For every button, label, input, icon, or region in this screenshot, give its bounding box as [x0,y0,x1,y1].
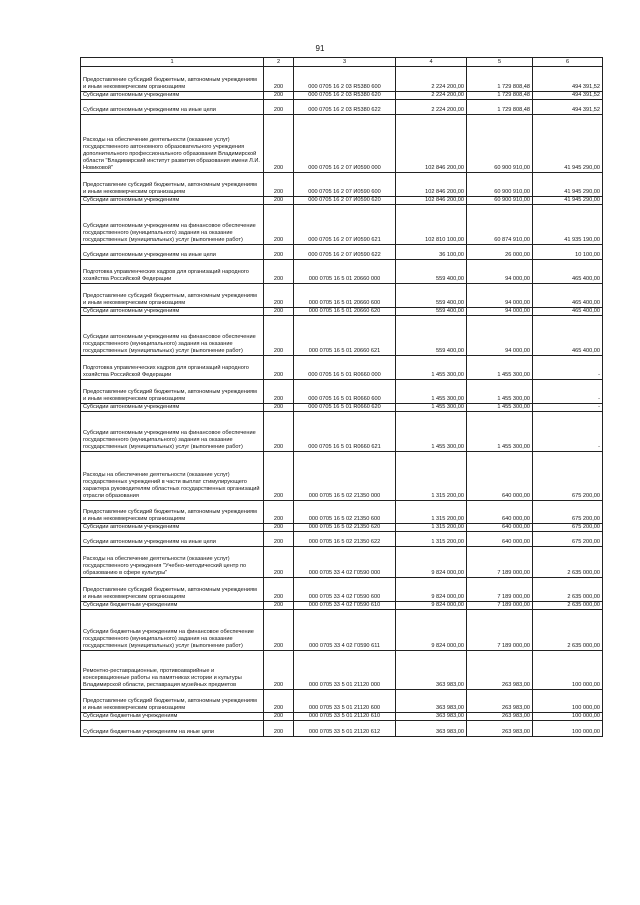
executed-amount: 1 729 808,48 [467,100,533,115]
approved-amount: 2 224 200,00 [396,67,467,92]
approved-amount: 102 846 200,00 [396,115,467,173]
row-name: Ремонтно-реставрационные, противоаварийные и консервационные работы на памятниках истории и культуры Владимирской области, реставрация музейных предметов [81,651,264,690]
approved-amount: 2 224 200,00 [396,100,467,115]
budget-classification-code: 000 0705 16 5 01 R0660 600 [294,380,396,404]
row-name: Субсидии автономным учреждениям [81,92,264,100]
admin-code: 200 [264,651,294,690]
approved-amount: 1 455 300,00 [396,412,467,452]
executed-amount: 1 455 300,00 [467,356,533,380]
approved-amount: 1 315 200,00 [396,532,467,547]
approved-amount: 363 983,00 [396,690,467,713]
budget-classification-code: 000 0705 16 2 03 R5380 600 [294,67,396,92]
table-row [81,651,603,690]
budget-classification-code: 000 0705 16 5 02 21350 000 [294,452,396,501]
admin-code: 200 [264,412,294,452]
admin-code: 200 [264,115,294,173]
remaining-amount: 2 635 000,00 [533,610,603,651]
row-name: Предоставление субсидий бюджетным, автономным учреждениям и иным некоммерческим организациям [81,690,264,713]
remaining-amount: 100 000,00 [533,690,603,713]
executed-amount: 640 000,00 [467,524,533,532]
table-row [81,602,603,610]
table-row [81,547,603,578]
budget-classification-code: 000 0705 16 5 02 21350 620 [294,524,396,532]
remaining-amount: 465 400,00 [533,260,603,284]
budget-classification-code: 000 0705 33 5 01 21120 000 [294,651,396,690]
budget-classification-code: 000 0705 33 4 02 Г0590 610 [294,602,396,610]
admin-code: 200 [264,205,294,245]
table-row [81,245,603,260]
admin-code: 200 [264,173,294,197]
row-name: Расходы на обеспечение деятельности (оказание услуг) государственного учреждения "Учебно-методический центр по образованию в сфере культуры" [81,547,264,578]
budget-classification-code: 000 0705 16 5 01 20660 000 [294,260,396,284]
table-row [81,380,603,404]
remaining-amount: 41 945 290,00 [533,197,603,205]
executed-amount: 7 189 000,00 [467,610,533,651]
remaining-amount: - [533,356,603,380]
approved-amount: 559 400,00 [396,284,467,308]
remaining-amount: 675 200,00 [533,452,603,501]
budget-classification-code: 000 0705 16 2 07 И0590 000 [294,115,396,173]
remaining-amount: 675 200,00 [533,524,603,532]
executed-amount: 94 000,00 [467,308,533,316]
executed-amount: 1 729 808,48 [467,67,533,92]
row-name: Субсидии автономным учреждениям на финансовое обеспечение государственного (муниципального) задания на оказание государственных (муниципальных) услуг (выполнение работ) [81,205,264,245]
column-number: 1 [81,58,264,67]
row-name: Субсидии автономным учреждениям на финансовое обеспечение государственного (муниципального) задания на оказание государственных (муниципальных) услуг (выполнение работ) [81,316,264,356]
budget-classification-code: 000 0705 16 5 01 R0660 621 [294,412,396,452]
remaining-amount: 41 945 290,00 [533,115,603,173]
remaining-amount: - [533,412,603,452]
table-row [81,284,603,308]
remaining-amount: 2 635 000,00 [533,602,603,610]
budget-classification-code: 000 0705 16 2 03 R5380 620 [294,92,396,100]
executed-amount: 1 455 300,00 [467,404,533,412]
row-name: Предоставление субсидий бюджетным, автономным учреждениям и иным некоммерческим организациям [81,173,264,197]
admin-code: 200 [264,380,294,404]
table-row [81,524,603,532]
row-name: Предоставление субсидий бюджетным, автономным учреждениям и иным некоммерческим организациям [81,380,264,404]
remaining-amount: 465 400,00 [533,316,603,356]
approved-amount: 102 846 200,00 [396,173,467,197]
column-number-row [81,58,603,67]
row-name: Предоставление субсидий бюджетным, автономным учреждениям и иным некоммерческим организациям [81,501,264,524]
column-number: 3 [294,58,396,67]
approved-amount: 9 824 000,00 [396,602,467,610]
executed-amount: 60 900 910,00 [467,115,533,173]
budget-classification-code: 000 0705 16 5 01 20660 620 [294,308,396,316]
budget-classification-code: 000 0705 33 5 01 21120 610 [294,713,396,721]
executed-amount: 1 455 300,00 [467,412,533,452]
remaining-amount: 10 100,00 [533,245,603,260]
admin-code: 200 [264,452,294,501]
approved-amount: 363 983,00 [396,651,467,690]
remaining-amount: 494 391,52 [533,100,603,115]
table-row [81,316,603,356]
admin-code: 200 [264,501,294,524]
row-name: Расходы на обеспечение деятельности (оказание услуг) государственного автономного образовательного учреждения дополнительного профессионального образования Владимирской области "Владимирский институт развития образования имени Л.И. Новиковой" [81,115,264,173]
row-name: Расходы на обеспечение деятельности (оказание услуг) государственных учреждений в части выплат стимулирующего характера руководителям областных государственных организаций отрасли образования [81,452,264,501]
budget-classification-code: 000 0705 33 5 01 21120 612 [294,721,396,737]
remaining-amount: - [533,380,603,404]
budget-classification-code: 000 0705 33 4 02 Г0590 000 [294,547,396,578]
table-row [81,713,603,721]
approved-amount: 363 983,00 [396,721,467,737]
table-row [81,578,603,602]
remaining-amount: 100 000,00 [533,721,603,737]
row-name: Субсидии автономным учреждениям на финансовое обеспечение государственного (муниципального) задания на оказание государственных (муниципальных) услуг (выполнение работ) [81,412,264,452]
approved-amount: 1 455 300,00 [396,404,467,412]
executed-amount: 60 900 910,00 [467,173,533,197]
budget-classification-code: 000 0705 16 5 01 20660 600 [294,284,396,308]
budget-classification-code: 000 0705 16 5 02 21350 600 [294,501,396,524]
row-name: Субсидии автономным учреждениям на иные цели [81,245,264,260]
row-name: Субсидии автономным учреждениям [81,197,264,205]
approved-amount: 363 983,00 [396,713,467,721]
budget-classification-code: 000 0705 16 2 07 И0590 621 [294,205,396,245]
executed-amount: 640 000,00 [467,532,533,547]
row-name: Подготовка управленческих кадров для организаций народного хозяйства Российской Федерации [81,260,264,284]
approved-amount: 2 224 200,00 [396,92,467,100]
table-row [81,412,603,452]
approved-amount: 1 315 200,00 [396,501,467,524]
admin-code: 200 [264,245,294,260]
admin-code: 200 [264,602,294,610]
budget-classification-code: 000 0705 16 5 01 R0660 000 [294,356,396,380]
row-name: Субсидии автономным учреждениям [81,524,264,532]
executed-amount: 263 983,00 [467,690,533,713]
executed-amount: 7 189 000,00 [467,602,533,610]
remaining-amount: 465 400,00 [533,284,603,308]
executed-amount: 263 983,00 [467,651,533,690]
admin-code: 200 [264,404,294,412]
executed-amount: 7 189 000,00 [467,578,533,602]
table-row [81,173,603,197]
approved-amount: 1 315 200,00 [396,452,467,501]
approved-amount: 1 455 300,00 [396,356,467,380]
admin-code: 200 [264,92,294,100]
row-name: Субсидии автономным учреждениям на иные цели [81,532,264,547]
executed-amount: 94 000,00 [467,316,533,356]
row-name: Субсидии автономным учреждениям на иные цели [81,100,264,115]
table-row [81,100,603,115]
table-row [81,610,603,651]
row-name: Предоставление субсидий бюджетным, автономным учреждениям и иным некоммерческим организациям [81,284,264,308]
remaining-amount: 100 000,00 [533,651,603,690]
column-number: 4 [396,58,467,67]
approved-amount: 1 315 200,00 [396,524,467,532]
approved-amount: 559 400,00 [396,316,467,356]
row-name: Субсидии бюджетным учреждениям [81,713,264,721]
budget-classification-code: 000 0705 33 5 01 21120 600 [294,690,396,713]
column-number: 2 [264,58,294,67]
remaining-amount: 465 400,00 [533,308,603,316]
table-row [81,356,603,380]
budget-classification-code: 000 0705 33 4 02 Г0590 611 [294,610,396,651]
row-name: Субсидии автономным учреждениям [81,308,264,316]
admin-code: 200 [264,100,294,115]
remaining-amount: 41 935 190,00 [533,205,603,245]
column-number: 5 [467,58,533,67]
executed-amount: 7 189 000,00 [467,547,533,578]
admin-code: 200 [264,690,294,713]
executed-amount: 26 000,00 [467,245,533,260]
admin-code: 200 [264,713,294,721]
approved-amount: 9 824 000,00 [396,547,467,578]
row-name: Предоставление субсидий бюджетным, автономным учреждениям и иным некоммерческим организациям [81,67,264,92]
table-row [81,721,603,737]
remaining-amount: 675 200,00 [533,501,603,524]
remaining-amount: 2 635 000,00 [533,547,603,578]
table-row [81,690,603,713]
table-row [81,532,603,547]
budget-classification-code: 000 0705 33 4 02 Г0590 600 [294,578,396,602]
executed-amount: 94 000,00 [467,284,533,308]
budget-classification-code: 000 0705 16 2 07 И0590 600 [294,173,396,197]
table-row [81,260,603,284]
admin-code: 200 [264,356,294,380]
remaining-amount: 494 391,52 [533,67,603,92]
admin-code: 200 [264,721,294,737]
budget-classification-code: 000 0705 16 5 01 20660 621 [294,316,396,356]
admin-code: 200 [264,67,294,92]
remaining-amount: 675 200,00 [533,532,603,547]
table-row [81,92,603,100]
row-name: Субсидии бюджетным учреждениям [81,602,264,610]
approved-amount: 36 100,00 [396,245,467,260]
admin-code: 200 [264,316,294,356]
budget-table [80,57,603,737]
approved-amount: 1 455 300,00 [396,380,467,404]
executed-amount: 640 000,00 [467,501,533,524]
remaining-amount: - [533,404,603,412]
row-name: Субсидии автономным учреждениям [81,404,264,412]
admin-code: 200 [264,260,294,284]
table-row [81,404,603,412]
budget-classification-code: 000 0705 16 5 01 R0660 620 [294,404,396,412]
table-row [81,452,603,501]
row-name: Предоставление субсидий бюджетным, автономным учреждениям и иным некоммерческим организациям [81,578,264,602]
budget-classification-code: 000 0705 16 2 07 И0590 620 [294,197,396,205]
remaining-amount: 41 945 290,00 [533,173,603,197]
executed-amount: 263 983,00 [467,721,533,737]
table-row [81,501,603,524]
budget-classification-code: 000 0705 16 2 03 R5380 622 [294,100,396,115]
page-number: 91 [315,44,325,53]
executed-amount: 60 874 910,00 [467,205,533,245]
budget-classification-code: 000 0705 16 2 07 И0590 622 [294,245,396,260]
admin-code: 200 [264,532,294,547]
executed-amount: 1 455 300,00 [467,380,533,404]
table-row [81,308,603,316]
admin-code: 200 [264,524,294,532]
row-name: Субсидии бюджетным учреждениям на иные цели [81,721,264,737]
table-row [81,67,603,92]
row-name: Субсидии бюджетным учреждениям на финансовое обеспечение государственного (муниципального) задания на оказание государственных (муниципальных) услуг (выполнение работ) [81,610,264,651]
admin-code: 200 [264,308,294,316]
approved-amount: 559 400,00 [396,260,467,284]
remaining-amount: 100 000,00 [533,713,603,721]
row-name: Подготовка управленческих кадров для организаций народного хозяйства Российской Федерации [81,356,264,380]
executed-amount: 1 729 808,48 [467,92,533,100]
column-number: 6 [533,58,603,67]
admin-code: 200 [264,284,294,308]
admin-code: 200 [264,547,294,578]
budget-classification-code: 000 0705 16 5 02 21350 622 [294,532,396,547]
executed-amount: 60 900 910,00 [467,197,533,205]
remaining-amount: 2 635 000,00 [533,578,603,602]
admin-code: 200 [264,610,294,651]
executed-amount: 263 983,00 [467,713,533,721]
approved-amount: 9 824 000,00 [396,578,467,602]
approved-amount: 102 810 100,00 [396,205,467,245]
admin-code: 200 [264,578,294,602]
approved-amount: 9 824 000,00 [396,610,467,651]
remaining-amount: 494 391,52 [533,92,603,100]
approved-amount: 102 846 200,00 [396,197,467,205]
executed-amount: 640 000,00 [467,452,533,501]
table-row [81,115,603,173]
approved-amount: 559 400,00 [396,308,467,316]
table-row [81,205,603,245]
executed-amount: 94 000,00 [467,260,533,284]
admin-code: 200 [264,197,294,205]
table-row [81,197,603,205]
